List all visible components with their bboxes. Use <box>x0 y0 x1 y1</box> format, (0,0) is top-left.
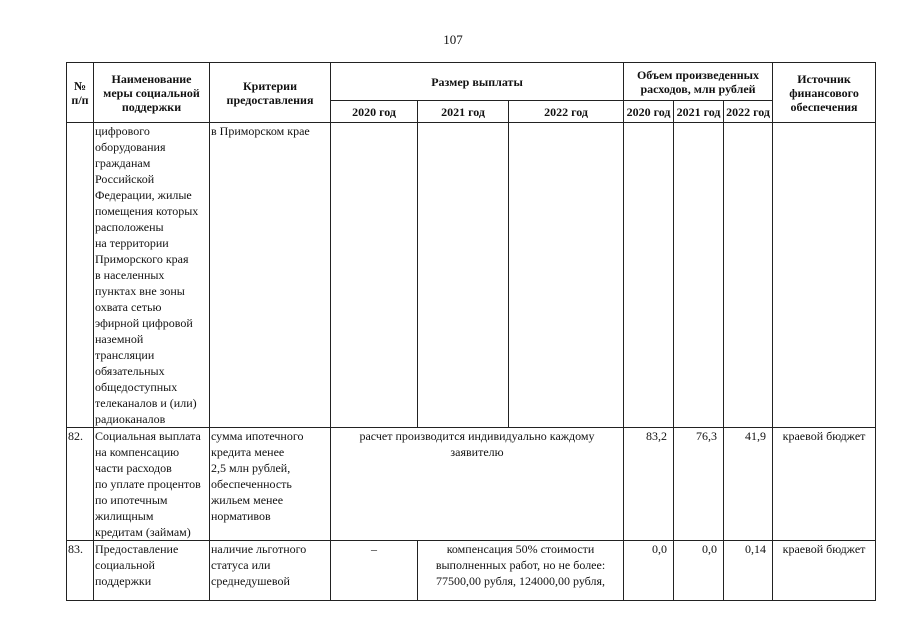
row-exp-2021 <box>674 123 724 428</box>
row-exp-2022: 0,14 <box>724 541 773 601</box>
row-num: 82. <box>67 428 94 541</box>
header-payment: Размер выплаты <box>331 63 624 101</box>
header-name: Наименование меры социальной поддержки <box>94 63 210 123</box>
row-pay-2022 <box>509 123 624 428</box>
row-exp-2020 <box>624 123 674 428</box>
row-source: краевой бюджет <box>773 541 876 601</box>
header-payment-year: 2022 год <box>509 101 624 123</box>
header-num: № п/п <box>67 63 94 123</box>
table-row <box>67 428 876 541</box>
row-exp-2022 <box>724 123 773 428</box>
row-pay-2020 <box>331 123 418 428</box>
header-payment-year: 2021 год <box>418 101 509 123</box>
row-name: Предоставление социальной поддержки <box>94 541 210 601</box>
page-number: 107 <box>443 32 463 47</box>
row-criteria: в Приморском крае <box>210 123 331 428</box>
header-expense-year: 2022 год <box>724 101 773 123</box>
row-payment-2021-2022: компенсация 50% стоимости выполненных работ, но не более: 77500,00 рубля, 124000,00 рубля, <box>418 541 624 601</box>
header-expense-year: 2021 год <box>674 101 724 123</box>
header-expenses: Объем произведенных расходов, млн рублей <box>624 63 773 101</box>
row-exp-2021: 0,0 <box>674 541 724 601</box>
table-row <box>67 541 876 601</box>
row-exp-2020: 83,2 <box>624 428 674 541</box>
row-exp-2022: 41,9 <box>724 428 773 541</box>
row-num <box>67 123 94 428</box>
header-source: Источник финансового обеспечения <box>773 63 876 123</box>
row-num: 83. <box>67 541 94 601</box>
row-source <box>773 123 876 428</box>
row-exp-2020: 0,0 <box>624 541 674 601</box>
social-support-table <box>66 62 876 601</box>
row-payment-merged: расчет производится индивидуально каждому заявителю <box>331 428 624 541</box>
row-pay-2021 <box>418 123 509 428</box>
row-exp-2021: 76,3 <box>674 428 724 541</box>
row-name: Социальная выплата на компенсацию части расходов по уплате процентов по ипотечным жилищным кредитам (займам) <box>94 428 210 541</box>
row-source: краевой бюджет <box>773 428 876 541</box>
row-criteria: наличие льготного статуса или среднедушевой <box>210 541 331 601</box>
header-criteria: Критерии предоставления <box>210 63 331 123</box>
row-pay-2020: – <box>331 541 418 601</box>
header-expense-year: 2020 год <box>624 101 674 123</box>
table-row <box>67 123 876 428</box>
header-payment-year: 2020 год <box>331 101 418 123</box>
row-criteria: сумма ипотечного кредита менее 2,5 млн рублей, обеспеченность жильем менее нормативов <box>210 428 331 541</box>
row-name: цифрового оборудования гражданам Российской Федерации, жилые помещения которых расположены на территории Приморского края в населенных пунктах вне зоны охвата сетью эфирной цифровой наземной трансляции обязательных общедоступных телеканалов и (или) радиоканалов <box>94 123 210 428</box>
